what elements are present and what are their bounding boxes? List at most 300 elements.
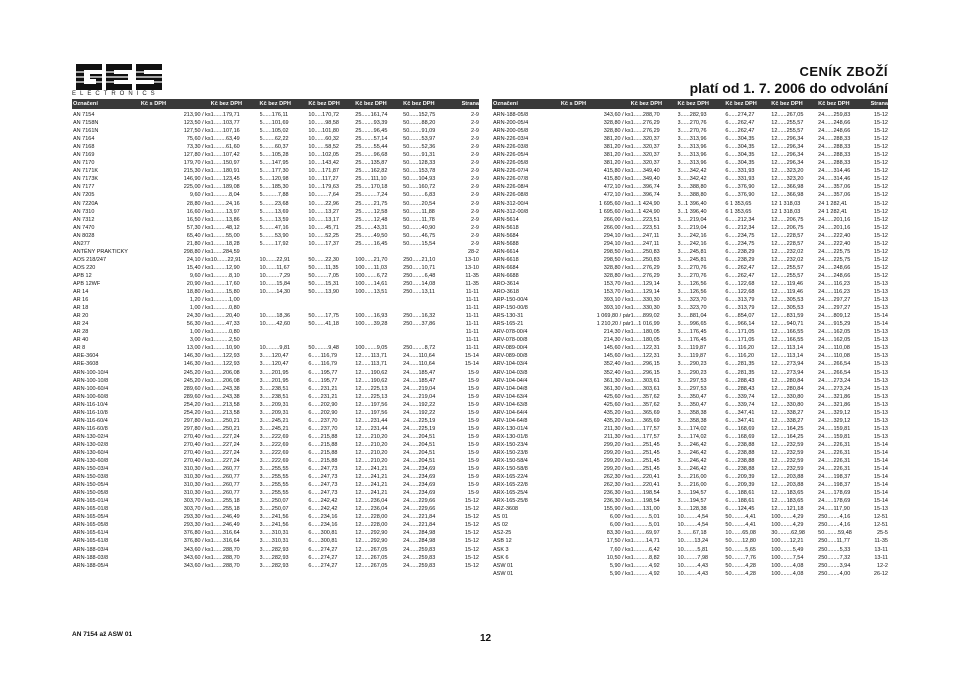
table-row xyxy=(72,457,479,465)
qty-price: 3......297,53 xyxy=(677,385,707,392)
qty-price: 24......162,05 xyxy=(818,337,851,344)
product-code: AN 7205 xyxy=(73,192,95,199)
product-code: ASK 3 xyxy=(493,546,509,553)
qty-price: 1......247,11 xyxy=(630,232,660,239)
price-with-vat: 56,30 / ks xyxy=(186,321,211,328)
qty-price: 6......331,93 xyxy=(725,176,755,183)
qty-price: 3......350,47 xyxy=(677,401,707,408)
qty-price: 12......228,57 xyxy=(771,232,804,239)
qty-price: 24......159,81 xyxy=(818,433,851,440)
qty-price: 25........21,75 xyxy=(355,200,388,207)
qty-price: 10.......13,24 xyxy=(677,538,709,545)
qty-price: 100........4,08 xyxy=(771,570,804,577)
product-code: ARV-104-04/4 xyxy=(493,377,528,384)
qty-price: 10.....102,05 xyxy=(308,152,339,159)
catalog-page: 15-12 xyxy=(873,168,888,175)
qty-price: 24......915,29 xyxy=(818,321,851,328)
qty-price: 25......135,87 xyxy=(355,160,388,167)
qty-price: 3...1 396,40 xyxy=(677,208,707,215)
table-row xyxy=(492,312,888,320)
qty-price: 6......304,35 xyxy=(725,160,755,167)
catalog-page: 15-13 xyxy=(873,353,888,360)
product-code: ARN-5614 xyxy=(493,216,519,223)
table-row xyxy=(72,554,479,562)
price-with-vat: 361,30 / ks xyxy=(603,377,631,384)
qty-price: 24......204,51 xyxy=(403,449,436,456)
column-header: Kč bez DPH xyxy=(630,101,663,107)
catalog-page: 15-13 xyxy=(873,425,888,432)
catalog-page: 12-2 xyxy=(876,562,888,569)
qty-price: 12......113,71 xyxy=(355,361,387,368)
column-header: Označení xyxy=(493,101,518,107)
qty-price: 1........69,97 xyxy=(630,530,660,537)
catalog-page: 2-9 xyxy=(471,144,479,151)
price-with-vat: 16,50 / ks xyxy=(186,216,211,223)
price-with-vat: 435,20 / ks xyxy=(603,409,631,416)
product-code: ANTÉNY PRAKTICKY xyxy=(73,248,128,255)
catalog-page: 15-9 xyxy=(467,433,479,440)
qty-price: 5........60,37 xyxy=(259,144,289,151)
qty-price: 6......188,61 xyxy=(725,498,755,505)
column-header: Strana xyxy=(870,101,888,107)
table-row xyxy=(492,111,888,119)
qty-price: 24......288,33 xyxy=(818,136,851,143)
table-row xyxy=(492,505,888,513)
qty-price: 1........18,28 xyxy=(210,240,240,247)
qty-price: 12......241,21 xyxy=(355,490,388,497)
qty-price: 3......119,87 xyxy=(677,345,707,352)
qty-price: 1...1 424,90 xyxy=(630,200,660,207)
catalog-page: 13-10 xyxy=(464,256,479,263)
table-row xyxy=(72,489,479,497)
qty-price: 100........4,29 xyxy=(771,514,804,521)
table-row xyxy=(492,481,888,489)
qty-price: 3......282,93 xyxy=(259,554,289,561)
qty-price: 24......314,46 xyxy=(818,168,851,175)
qty-price: 6......274,27 xyxy=(725,112,755,118)
product-code: ARN-188-03/4 xyxy=(73,546,109,553)
qty-price: 50.......13,90 xyxy=(308,289,339,296)
qty-price: 1......223,51 xyxy=(630,216,660,223)
qty-price: 100........4,08 xyxy=(771,562,804,569)
product-code: ARN-150-03/4 xyxy=(73,466,109,473)
qty-price: 1......260,77 xyxy=(210,474,240,481)
table-row xyxy=(492,425,888,433)
column-header: Označení xyxy=(73,101,98,107)
catalog-page: 2-9 xyxy=(471,192,479,199)
qty-price: 6......274,27 xyxy=(308,546,338,553)
qty-price: 50.........7,05 xyxy=(308,272,339,279)
qty-price: 24......201,16 xyxy=(818,224,851,231)
product-code: ARN-226-03/4 xyxy=(493,136,529,143)
product-code: ARX-165-22/4 xyxy=(493,474,528,481)
qty-price: 6......231,21 xyxy=(308,393,338,400)
qty-price: 1......123,45 xyxy=(210,176,240,183)
qty-price: 1......251,45 xyxy=(630,441,660,448)
table-row xyxy=(72,473,479,481)
qty-price: 1......260,77 xyxy=(210,490,240,497)
qty-price: 1......250,21 xyxy=(210,425,240,432)
product-code: ARN-150-03/8 xyxy=(73,474,109,481)
qty-price: 3......120,47 xyxy=(259,353,289,360)
table-row xyxy=(492,417,888,425)
product-code: ARN-226-08/4 xyxy=(493,184,529,191)
qty-price: 12......831,59 xyxy=(771,313,804,320)
qty-price: 250........6,48 xyxy=(403,272,436,279)
qty-price: 25......162,82 xyxy=(355,168,388,175)
qty-price: 1......276,29 xyxy=(630,272,660,279)
qty-price: 12......232,59 xyxy=(771,449,804,456)
price-with-vat: 343,60 / ks xyxy=(183,562,211,569)
qty-price: 24......225,19 xyxy=(403,417,436,424)
table-row xyxy=(492,232,888,240)
qty-price: 3......250,07 xyxy=(259,498,289,505)
qty-price: 50.........5,65 xyxy=(725,546,756,553)
price-with-vat: 83,30 / ks xyxy=(606,530,631,537)
qty-price: 50.........9,48 xyxy=(308,345,339,352)
qty-price: 3......358,38 xyxy=(677,417,707,424)
table-row xyxy=(492,328,888,336)
price-with-vat: 289,60 / ks xyxy=(183,385,211,392)
qty-price: 12......241,21 xyxy=(355,466,388,473)
price-with-vat: 297,80 / ks xyxy=(183,425,211,432)
qty-price: 12......113,14 xyxy=(771,353,803,360)
qty-price: 100......16,93 xyxy=(355,313,388,320)
qty-price xyxy=(260,328,309,336)
column-header: Kč bez DPH xyxy=(308,101,340,107)
qty-price: 10.......13,17 xyxy=(308,216,339,223)
qty-price: 3......255,55 xyxy=(259,482,289,489)
table-row xyxy=(72,232,479,240)
qty-price: 1......198,54 xyxy=(630,498,660,505)
qty-price: 1......396,74 xyxy=(630,192,660,199)
catalog-page: 15-12 xyxy=(464,522,479,529)
price-with-vat: 225,00 / ks xyxy=(183,184,211,191)
qty-price: 12......267,05 xyxy=(771,112,804,118)
price-with-vat: 65,40 / ks xyxy=(186,232,211,239)
price-with-vat: 21,80 / ks xyxy=(186,240,211,247)
price-table-left xyxy=(72,111,479,570)
product-code: ARN-116-60/4 xyxy=(73,417,108,424)
price-with-vat: 262,30 / ks xyxy=(603,482,631,489)
product-code: ARO-3618 xyxy=(493,289,519,296)
catalog-page: 15-13 xyxy=(873,345,888,352)
catalog-page: 2-9 xyxy=(471,200,479,207)
qty-price: 5......105,02 xyxy=(259,128,289,135)
qty-price: 10.......65,08 xyxy=(725,530,756,537)
qty-price: 12......197,56 xyxy=(355,409,388,416)
price-with-vat: 6,00 / ks xyxy=(609,522,631,529)
qty-price: 6 1 353,65 xyxy=(725,208,752,215)
price-with-vat: 13,00 / ks xyxy=(186,345,211,352)
qty-price: 50........15,54 xyxy=(403,240,436,247)
table-header-right xyxy=(492,99,888,109)
table-row xyxy=(492,151,888,159)
product-code: ARV-104-64/8 xyxy=(493,417,528,424)
qty-price: 6......300,81 xyxy=(308,538,338,545)
table-row xyxy=(72,352,479,360)
qty-price: 6......347,41 xyxy=(725,417,755,424)
catalog-page: 2-9 xyxy=(471,176,479,183)
qty-price: 3......216,00 xyxy=(677,482,707,489)
table-row xyxy=(492,473,888,481)
catalog-page: 15-12 xyxy=(873,200,888,207)
qty-price: 1......320,37 xyxy=(630,144,660,151)
qty-price: 3......342,42 xyxy=(677,176,707,183)
qty-price: 3......174,02 xyxy=(677,425,707,432)
price-with-vat: 236,30 / ks xyxy=(603,498,631,505)
qty-price: 100........4,29 xyxy=(771,522,804,529)
catalog-page: 15-12 xyxy=(873,256,888,263)
qty-price: 3......119,87 xyxy=(677,353,707,360)
product-code: ARN-130-60/8 xyxy=(73,458,109,465)
product-code: AR 28 xyxy=(73,329,89,336)
catalog-page: 15-12 xyxy=(873,232,888,239)
column-header: Kč bez DPH xyxy=(403,101,435,107)
qty-price xyxy=(355,336,403,344)
catalog-page: 15-13 xyxy=(873,280,888,287)
price-with-vat: 310,30 / ks xyxy=(183,466,211,473)
product-code: ARN-116-60/8 xyxy=(73,425,108,432)
catalog-page: 11-11 xyxy=(465,313,479,320)
table-row xyxy=(492,208,888,216)
qty-price: 6......274,27 xyxy=(308,562,338,569)
qty-price: 100......11,03 xyxy=(355,264,387,271)
price-with-vat: 294,10 / ks xyxy=(603,240,631,247)
footer-range: AN 7154 až ASW 01 xyxy=(72,631,133,638)
qty-price: 5........13,69 xyxy=(259,208,289,215)
qty-price: 6......212,34 xyxy=(725,224,755,231)
qty-price: 50........88,20 xyxy=(403,120,436,127)
table-row xyxy=(72,497,479,505)
price-with-vat: 270,40 / ks xyxy=(183,458,211,465)
product-code: AN 7310 xyxy=(73,208,95,215)
qty-price: 50.......12,80 xyxy=(725,538,756,545)
catalog-page: 15-12 xyxy=(873,136,888,143)
qty-price: 12......280,84 xyxy=(771,385,804,392)
qty-price: 100......21,70 xyxy=(355,256,388,263)
catalog-page: 11-11 xyxy=(465,297,479,304)
qty-price: 12......183,65 xyxy=(771,498,804,505)
qty-price: 1......150,97 xyxy=(210,160,240,167)
qty-price: 12......366,98 xyxy=(771,192,804,199)
catalog-page: 15-13 xyxy=(873,361,888,368)
product-code: ARE-3608 xyxy=(73,361,99,368)
qty-price: 3......241,56 xyxy=(259,522,289,529)
qty-price: 50........46,75 xyxy=(403,232,436,239)
qty-price: 3......323,70 xyxy=(677,305,707,312)
table-row xyxy=(492,385,888,393)
catalog-page: 15-14 xyxy=(464,361,479,368)
price-with-vat: 303,70 / ks xyxy=(183,506,211,513)
qty-price: 10.....179,63 xyxy=(308,184,339,191)
product-code: AN 7158N xyxy=(73,120,99,127)
qty-price: 3......297,53 xyxy=(677,377,707,384)
price-with-vat: 1,00 / ks xyxy=(189,329,211,336)
qty-price: 12......166,55 xyxy=(771,337,804,344)
table-row xyxy=(492,377,888,385)
product-code: ARN-100-60/4 xyxy=(73,385,109,392)
product-code: ARV-078-00/8 xyxy=(493,337,528,344)
product-code: AN 7470 xyxy=(73,224,95,231)
price-with-vat: 214,30 / ks xyxy=(603,329,631,336)
product-code: ARN-312-00/8 xyxy=(493,208,529,215)
price-with-vat: 254,20 / ks xyxy=(183,401,211,408)
qty-price: 6......168,69 xyxy=(725,425,755,432)
product-code: ARV-104-63/8 xyxy=(493,401,528,408)
qty-price: 100........6,72 xyxy=(355,272,388,279)
qty-price: 3......174,02 xyxy=(677,433,707,440)
table-row xyxy=(492,191,888,199)
product-code: AR 40 xyxy=(73,337,89,344)
qty-price: 24......229,66 xyxy=(403,506,436,513)
qty-price: 12......366,98 xyxy=(771,184,804,191)
qty-price: 6......234,16 xyxy=(308,514,338,521)
qty-price: 24 1 282,41 xyxy=(818,200,848,207)
qty-price: 24......225,75 xyxy=(818,256,851,263)
price-with-vat: 472,10 / ks xyxy=(603,192,631,199)
catalog-page: 15-13 xyxy=(873,377,888,384)
qty-price: 50.......41,18 xyxy=(308,321,339,328)
catalog-page: 15-9 xyxy=(467,458,479,465)
qty-price: 24......321,86 xyxy=(818,393,851,400)
product-code: ARN-130-02/4 xyxy=(73,433,109,440)
price-with-vat: 17,50 / ks xyxy=(606,538,631,545)
qty-price: 6......212,34 xyxy=(725,216,755,223)
qty-price: 24......226,31 xyxy=(818,458,851,465)
qty-price: 24......222,40 xyxy=(818,240,851,247)
qty-price: 1......316,64 xyxy=(210,530,240,537)
product-code: ARN-150-05/8 xyxy=(73,490,109,497)
qty-price: 24......357,06 xyxy=(818,184,851,191)
qty-price: 12......232,59 xyxy=(771,466,804,473)
qty-price: 12......338,27 xyxy=(771,409,804,416)
catalog-page: 15-9 xyxy=(467,441,479,448)
qty-price: 6......237,70 xyxy=(308,425,338,432)
price-with-vat: 303,70 / ks xyxy=(183,498,211,505)
catalog-page: 15-13 xyxy=(873,337,888,344)
qty-price: 12......236,04 xyxy=(355,498,388,505)
catalog-page: 15-14 xyxy=(873,474,888,481)
qty-price: 24......809,12 xyxy=(818,313,851,320)
qty-price: 10.........5,81 xyxy=(677,546,709,553)
qty-price: 12......255,57 xyxy=(771,120,804,127)
qty-price: 24......314,46 xyxy=(818,176,851,183)
qty-price: 6......966,14 xyxy=(725,321,755,328)
product-code: ARX-130-01/4 xyxy=(493,425,528,432)
product-code: ARS-165-21 xyxy=(493,321,524,328)
qty-price: 12......296,34 xyxy=(771,152,804,159)
qty-price: 24......357,06 xyxy=(818,192,851,199)
qty-price: 3......128,38 xyxy=(677,506,707,513)
qty-price: 100......13,51 xyxy=(355,289,388,296)
qty-price: 1......107,16 xyxy=(210,128,240,135)
qty-price: 1......177,57 xyxy=(630,425,660,432)
qty-price: 6......195,77 xyxy=(308,377,338,384)
qty-price: 3......270,76 xyxy=(677,120,707,127)
column-header: Kč bez DPH xyxy=(259,101,291,107)
price-with-vat: 211,30 / ks xyxy=(604,433,631,440)
catalog-page: 2-9 xyxy=(471,112,479,118)
price-with-vat: 376,80 / ks xyxy=(183,538,211,545)
product-code: ARV-104-03/8 xyxy=(493,369,528,376)
qty-price: 1......320,37 xyxy=(630,160,660,167)
price-with-vat: 289,60 / ks xyxy=(183,393,211,400)
table-row xyxy=(492,224,888,232)
price-with-vat: 298,80 / ks xyxy=(183,248,211,255)
qty-price: 12......255,57 xyxy=(771,128,804,135)
price-with-vat: 16,60 / ks xyxy=(186,208,211,215)
qty-price: 6......122,68 xyxy=(725,289,755,296)
product-code: ARX-165-22/8 xyxy=(493,482,528,489)
catalog-page: 15-9 xyxy=(467,466,479,473)
qty-price: 3........67,18 xyxy=(677,530,707,537)
qty-price: 24......234,69 xyxy=(403,474,436,481)
product-code: AR 20 xyxy=(73,313,89,320)
table-row xyxy=(72,513,479,521)
qty-price: 3......255,55 xyxy=(259,466,289,473)
qty-price: 3......246,42 xyxy=(677,466,707,473)
catalog-page: 15-12 xyxy=(873,224,888,231)
price-with-vat: 352,40 / ks xyxy=(603,369,631,376)
qty-price: 1........20,40 xyxy=(210,313,240,320)
table-row xyxy=(492,135,888,143)
catalog-page: 15-12 xyxy=(464,554,479,561)
qty-price: 24......178,69 xyxy=(818,490,851,497)
qty-price: 1......189,08 xyxy=(210,184,240,191)
qty-price: 6......116,20 xyxy=(725,353,755,360)
catalog-page: 2-9 xyxy=(471,136,479,143)
qty-price: 10.......15,84 xyxy=(259,280,291,287)
qty-price: 12......190,62 xyxy=(355,369,388,376)
qty-price: 12 1 318,03 xyxy=(771,208,801,215)
qty-price: 24......248,66 xyxy=(818,120,851,127)
qty-price: 3......246,42 xyxy=(677,441,707,448)
price-with-vat: 294,10 / ks xyxy=(603,232,631,239)
table-row xyxy=(492,457,888,465)
product-code: ARZ-3608 xyxy=(493,506,519,513)
qty-price xyxy=(403,248,450,256)
qty-price: 24......226,31 xyxy=(818,441,851,448)
price-with-vat: 214,30 / ks xyxy=(603,337,631,344)
qty-price: 25........96,68 xyxy=(355,152,388,159)
price-with-vat: 293,30 / ks xyxy=(183,514,211,521)
table-row xyxy=(492,143,888,151)
price-with-vat: 1,00 / ks xyxy=(189,305,211,312)
price-with-vat: 215,30 / ks xyxy=(183,168,211,175)
price-with-vat: 5,90 / ks xyxy=(609,570,631,577)
qty-price: 10.......18,36 xyxy=(259,313,291,320)
column-header: Kč bez DPH xyxy=(355,101,387,107)
product-code: ARN-6688 xyxy=(493,272,519,279)
catalog-page: 15-9 xyxy=(467,401,479,408)
catalog-page: 15-12 xyxy=(464,546,479,553)
qty-price: 6......188,61 xyxy=(725,490,755,497)
column-header: Kč bez DPH xyxy=(677,101,709,107)
catalog-page: 15-9 xyxy=(467,377,479,384)
qty-price: 25........12,58 xyxy=(355,208,388,215)
qty-price: 24......259,83 xyxy=(403,562,436,569)
qty-price: 6......262,47 xyxy=(725,264,755,271)
table-row xyxy=(492,280,888,288)
catalog-page: 15-12 xyxy=(873,184,888,191)
qty-price: 50..........6,83 xyxy=(403,192,436,199)
qty-price: 25........43,31 xyxy=(355,224,388,231)
catalog-page: 2-9 xyxy=(471,152,479,159)
qty-price: 25........57,14 xyxy=(355,136,388,143)
catalog-page: 15-12 xyxy=(873,248,888,255)
qty-price: 24......159,81 xyxy=(818,425,851,432)
